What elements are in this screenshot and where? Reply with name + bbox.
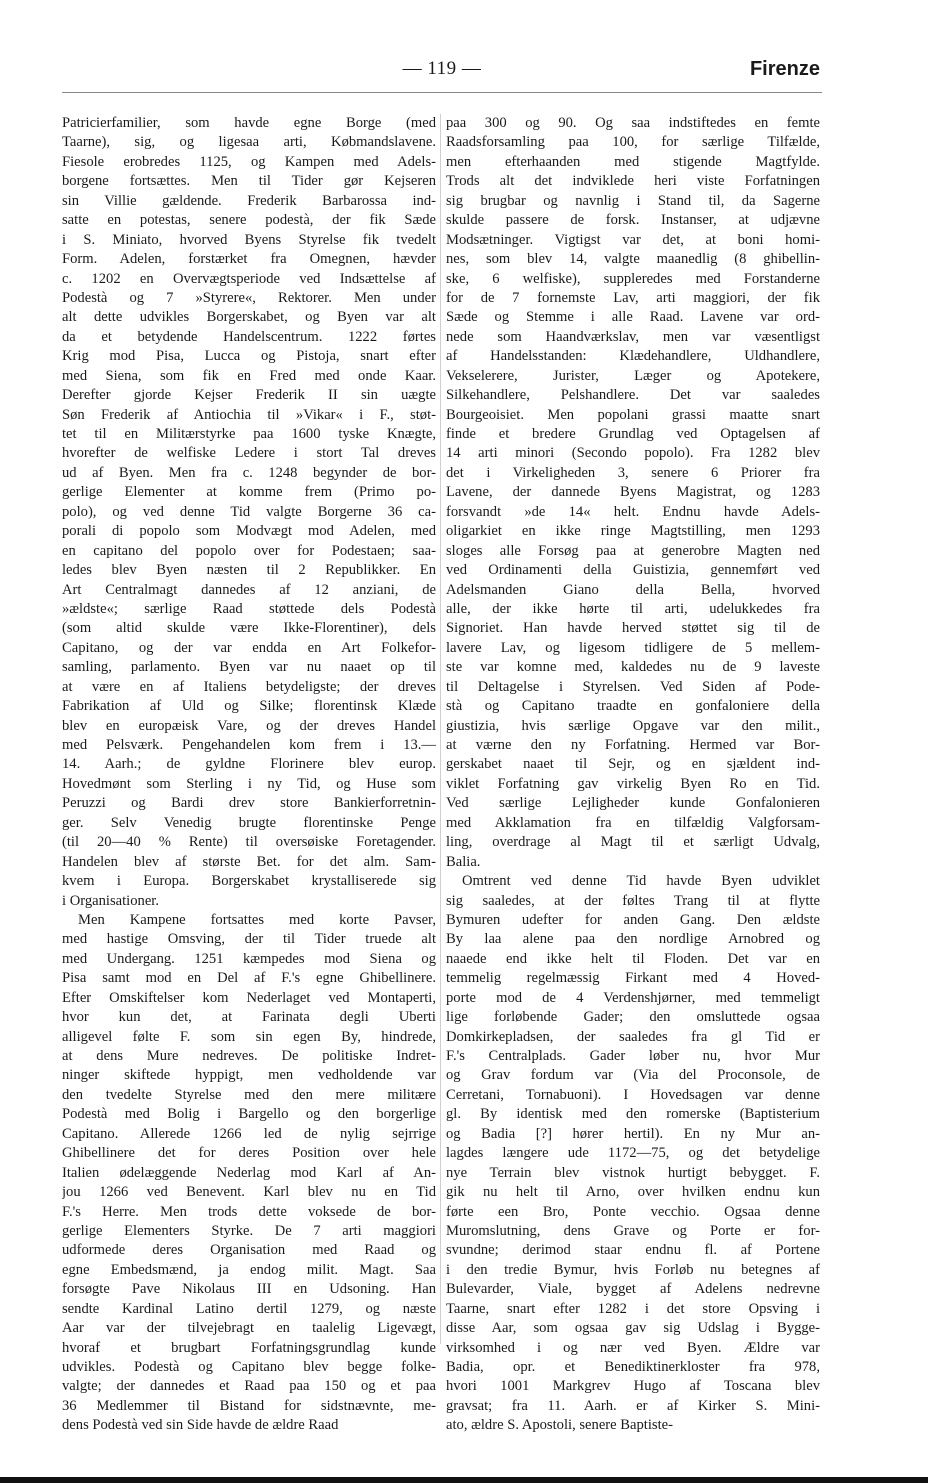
text-line: alt dette udvikles Borgerskabet, og Byen var alt — [62, 309, 436, 326]
text-line: Ved særlige Lejligheder kunde Gonfalonieren — [446, 795, 820, 812]
text-line: nes, som blev 14, valgte maanedlig (8 ghibellin- — [446, 251, 820, 268]
text-line: af Handelsstanden: Klædehandlere, Uldhandlere, — [446, 348, 820, 365]
text-line: giustizia, hvis særlige Opgave var den milit., — [446, 717, 820, 734]
text-line: Modsætninger. Vigtigst var det, at boni homi- — [446, 231, 820, 248]
text-line: en capitano del popolo over for Podestaen; saa- — [62, 542, 436, 559]
text-line: finde et bredere Grundlag ved Optagelsen af — [446, 426, 820, 442]
text-line: hvorefter de welfiske Ledere i stort Tal dreves — [62, 445, 436, 462]
text-line: at dens Mure nedreves. De politiske Indret- — [62, 1048, 436, 1064]
text-line: lagdes længere ude 1172—75, og det betydelige — [446, 1145, 820, 1162]
text-line: men efterhaanden med stigende Magtfylde. — [446, 153, 820, 170]
text-line: porali di popolo som Modvægt mod Adelen, med — [62, 523, 436, 540]
text-line: temmelig regelmæssig Firkant med 4 Hoved- — [446, 970, 820, 987]
text-line: lige forløbende Gader; den omsluttede ogsaa — [446, 1009, 820, 1026]
text-line: blev en europæisk Vare, og der dreves Handel — [62, 717, 436, 734]
text-line: i S. Miniato, hvorved Byens Styrelse fik tvedelt — [62, 231, 436, 248]
page-header — [62, 56, 822, 88]
text-line: ske, 6 welfiske), suppleredes med Forstanderne — [446, 270, 820, 287]
text-line: Fiesole erobredes 1125, og Kampen med Adels- — [62, 153, 436, 170]
text-line: den tvedelte Styrelse med den mere militære — [62, 1086, 436, 1103]
text-line: forsøgte Pave Nikolaus III en Udsoning. Han — [62, 1281, 436, 1298]
text-line: med Pelsværk. Pengehandelen kom frem i 13.— — [62, 737, 436, 753]
text-line: (til 20—40 % Rente) til oversøiske Foretagender. — [62, 834, 436, 851]
text-line: udformede deres Organisation med Raad og — [62, 1242, 436, 1259]
text-line: ste var komne med, kaldedes nu de 9 laveste — [446, 659, 820, 676]
text-line: ledes blev Byen næsten til 2 Republikker. En — [62, 562, 436, 579]
text-line: alle, der ikke hørte til arti, udelukkedes fra — [446, 600, 820, 617]
text-line: ato, ældre S. Apostoli, senere Baptiste- — [446, 1417, 673, 1434]
text-line: Cerretani, Tornabuoni). I Hovedsagen var denne — [446, 1086, 820, 1103]
text-line: Pisa samt mod en Del af F.'s egne Ghibellinere. — [62, 970, 436, 987]
text-line: Hovedmønt som Sterling i ny Tid, og Huse som — [62, 775, 436, 792]
text-line: stà og Capitano traadte en gonfaloniere della — [446, 698, 820, 715]
text-line: ved Ordinamenti della Guistizia, gennemført ved — [446, 562, 820, 579]
text-line: sin Villie gældende. Frederik Barbarossa ind- — [62, 192, 436, 209]
text-line: skulde passere de forsk. Instanser, at udjævne — [446, 212, 820, 229]
text-line: Ghibellinere det for deres Position over hele — [62, 1145, 436, 1162]
text-line: Form. Adelen, forstærket fra Omegnen, hævder — [62, 251, 436, 268]
text-line: med Akklamation fra en tilfældig Valgforsam- — [446, 814, 820, 831]
text-line: Sæde og Stemme i alle Raad. Lavene var ord- — [446, 309, 820, 326]
text-line: oligarkiet en ikke ringe Magtstilling, men 1293 — [446, 523, 820, 540]
text-line: ud af Byen. Men fra c. 1248 begynder de bor- — [62, 464, 436, 481]
text-line: Domkirkepladsen, der saaledes fra gl Tid er — [446, 1028, 820, 1045]
text-line: virksomhed i og nær ved Byen. Ældre var — [446, 1339, 820, 1356]
right-column — [446, 114, 820, 1436]
text-line: lavere Lav, og ligesom tidligere de 5 mellem- — [446, 639, 820, 656]
text-line: sig saaledes, at der føltes Trang til at flytte — [446, 892, 820, 909]
text-line: dens Podestà ved sin Side havde de ældre Raad — [62, 1417, 339, 1434]
text-line: med Undergang. 1251 kæmpedes mod Siena og — [62, 950, 436, 967]
text-line: forsvandt »de 14« helt. Endnu havde Adels- — [446, 503, 820, 520]
text-line: hvoraf et brugbart Forfatningsgrundlag kunde — [62, 1339, 436, 1356]
text-line: F.'s Herre. Men trods dette voksede de bor- — [62, 1203, 436, 1220]
text-line: gerlige Elementer at komme frem (Primo po- — [62, 484, 436, 501]
text-line: (som altid skulde være Ikke-Florentiner), dels — [62, 620, 436, 637]
text-line: satte en potestas, senere podestà, der fik Sæde — [62, 212, 436, 229]
text-line: Raadsforsamling paa 100, for særlige Tilfælde, — [446, 134, 820, 151]
text-line: Omtrent ved denne Tid havde Byen udviklet — [462, 873, 820, 890]
text-line: hvor kun det, at Farinata degli Uberti — [62, 1009, 436, 1026]
text-line: at være en af Italiens betydeligste; der dreves — [62, 678, 436, 695]
text-line: gerlige Elementers Styrke. De 7 arti maggiori — [62, 1222, 436, 1239]
text-line: tet til en Militærstyrke paa 1600 tyske Knægte, — [62, 426, 436, 442]
text-line: Balia. — [446, 853, 481, 870]
text-line: By laa alene paa den nordlige Arnobred og — [446, 931, 820, 948]
text-line: 14. Aarh.; de gyldne Florinere blev europ. — [62, 756, 436, 773]
text-line: med Siena, som fik en Fred med onde Kaar. — [62, 367, 436, 384]
header-rule — [62, 92, 822, 93]
text-line: gl. By identisk med den romerske (Baptisterium — [446, 1106, 820, 1123]
scan-bottom-edge — [0, 1477, 928, 1483]
text-line: viklet Forfatning gav virkelig Byen Ro en Tid. — [446, 775, 820, 792]
text-line: til Deltagelse i Styrelsen. Ved Siden af Pode- — [446, 678, 820, 695]
text-line: Efter Omskiftelser kom Nederlaget ved Montaperti, — [62, 989, 436, 1006]
text-line: Taarne, snart efter 1282 i det store Opsving i — [446, 1300, 820, 1317]
text-line: Trods alt det indviklede heri viste Forfatningen — [446, 173, 820, 190]
text-line: nye Terrain blev vistnok hurtigt bebygget. F. — [446, 1164, 820, 1181]
text-line: da et betydende Handelscentrum. 1222 førtes — [62, 328, 436, 345]
text-line: naaede end ikke helt til Floden. Det var en — [446, 950, 820, 967]
text-line: Søn Frederik af Antiochia til »Vikar« i F., støt- — [62, 406, 436, 423]
text-line: valgte; der dannedes et Raad paa 150 og et paa — [62, 1378, 436, 1395]
text-line: samling, parlamento. Byen var nu naaet op til — [62, 659, 436, 676]
text-line: paa 300 og 90. Og saa indstiftedes en femte — [446, 115, 820, 131]
text-line: Adelsmanden Giano della Bella, hvorved — [446, 581, 820, 598]
text-line: sloges alle Forsøg paa at generobre Magten ned — [446, 542, 820, 559]
text-line: 36 Medlemmer til Bistand for sidstnævnte, me- — [62, 1397, 436, 1414]
text-line: ling, overdrage al Magt til et særligt Udvalg, — [446, 834, 820, 851]
text-line: Capitano, og der var endda en Art Folkefor- — [62, 639, 436, 656]
text-line: svundne; derimod staar endnu fl. af Portene — [446, 1242, 820, 1259]
left-column — [62, 114, 436, 1436]
text-line: hvori 1001 Markgrev Hugo af Toscana blev — [446, 1378, 820, 1395]
text-line: Men Kampene fortsattes med korte Pavser, — [78, 911, 436, 928]
text-line: Podestà og 7 »Styrere«, Rektorer. Men under — [62, 289, 436, 306]
text-line: Taarne), sig, og ligesaa arti, Købmandslavene. — [62, 134, 436, 151]
text-line: og Badia [?] hører hertil). En ny Mur an- — [446, 1125, 820, 1142]
text-line: Badia, opr. et Benediktinerkloster fra 978, — [446, 1359, 820, 1375]
text-line: 14 arti minori (Secondo popolo). Fra 1282 blev — [446, 445, 820, 462]
text-line: Italien ødelæggende Nederlag mod Karl af An- — [62, 1164, 436, 1181]
text-line: jou 1266 ved Benevent. Karl blev nu en Tid — [62, 1184, 436, 1201]
text-line: porte mod de 4 Verdenshjørner, med temmeligt — [446, 989, 820, 1006]
text-line: Podestà med Bolig i Bargello og den borgerlige — [62, 1106, 436, 1123]
text-line: sendte Kardinal Latino dertil 1279, og næste — [62, 1300, 436, 1317]
text-line: Fabrikation af Uld og Silke; florentinsk Klæde — [62, 698, 436, 715]
text-line: for de 7 fornemste Lav, arti maggiori, der fik — [446, 289, 820, 306]
page-number: — 119 — — [402, 58, 482, 79]
text-line: »ældste«; særlige Raad støttede dels Podestà — [62, 600, 436, 617]
text-line: i den tredie Bymur, hvis Forløb nu betegnes af — [446, 1261, 820, 1278]
text-line: Krig mod Pisa, Lucca og Pistoja, snart efter — [62, 348, 436, 365]
text-line: Bymuren udefter for anden Gang. Den ældste — [446, 911, 820, 928]
text-line: gerskabet naaet til Sejr, og en sjældent ind- — [446, 756, 820, 773]
text-line: i Organisationer. — [62, 892, 160, 909]
text-line: c. 1202 en Overvægtsperiode ved Indsættelse af — [62, 270, 436, 287]
text-line: Vekselerere, Jurister, Læger og Apotekere, — [446, 367, 820, 384]
text-line: Silkehandlere, Pelshandlere. Det var saaledes — [446, 387, 820, 404]
text-line: polo), og ved denne Tid valgte Borgerne 36 ca- — [62, 503, 436, 520]
text-line: egne Embedsmænd, ja endog milit. Magt. Saa — [62, 1261, 436, 1278]
running-head: Firenze — [749, 58, 820, 80]
text-line: det i Virkeligheden 3, senere 6 Priorer fra — [446, 464, 820, 481]
text-line: gik nu helt til Arno, over hvilken endnu kun — [446, 1184, 820, 1201]
text-line: Aar var der tilvejebragt en taalelig Ligevægt, — [62, 1320, 436, 1337]
text-line: Signoriet. Han havde herved støttet sig til de — [446, 620, 820, 637]
text-line: Handelen blev af største Bet. for det alm. Sam- — [62, 853, 436, 870]
text-line: Art Centralmagt dannedes af 12 anziani, de — [62, 581, 436, 598]
text-line: Muromslutning, dens Grave og Porte er for- — [446, 1222, 820, 1239]
text-line: udvikles. Podestà og Capitano blev begge folke- — [62, 1359, 436, 1375]
text-line: ninger skiftede hyppigt, men vedholdende var — [62, 1067, 436, 1084]
text-line: sig brugbar og navnlig i Stand til, da Sagerne — [446, 192, 820, 209]
text-line: at værne den ny Forfatning. Hermed var Bor- — [446, 737, 820, 753]
text-line: Lavene, der dannede Byens Magistrat, og 1283 — [446, 484, 820, 501]
text-line: kvem i Europa. Borgerskabet krystalliserede sig — [62, 873, 436, 890]
text-line: F.'s Centralplads. Gader løber nu, hvor Mur — [446, 1048, 820, 1064]
text-line: disse Aar, som ogsaa gav sig Udslag i Bygge- — [446, 1320, 820, 1337]
text-line: ger. Selv Venedig brugte florentinske Penge — [62, 814, 436, 831]
text-line: med hastige Omsving, der til Tider truede alt — [62, 931, 436, 948]
text-line: Bourgeoisiet. Men popolani grassi maatte snart — [446, 406, 820, 423]
column-divider — [440, 114, 441, 1344]
text-line: Capitano. Allerede 1266 led de nylig sejrrige — [62, 1125, 436, 1142]
text-line: nede som Haandværkslav, men var væsentligst — [446, 328, 820, 345]
text-line: Peruzzi og Bardi drev store Bankierforretnin- — [62, 795, 436, 812]
text-line: alligevel følte F. som sin egen By, hindrede, — [62, 1028, 436, 1045]
text-line: gravsat; fra 11. Aarh. er af Kirker S. Mini- — [446, 1397, 820, 1414]
text-line: Derefter gjorde Kejser Frederik II sin uægte — [62, 387, 436, 404]
text-line: og Grav fordum var (Via del Proconsole, de — [446, 1067, 820, 1084]
text-line: Patricierfamilier, som havde egne Borge (med — [62, 115, 436, 131]
text-line: førte een Bro, Ponte vecchio. Ogsaa denne — [446, 1203, 820, 1220]
text-line: borgene fortsættes. Men til Tider gør Kejseren — [62, 173, 436, 190]
text-line: Bulevarder, Viale, bygget af Adelens nedrevne — [446, 1281, 820, 1298]
